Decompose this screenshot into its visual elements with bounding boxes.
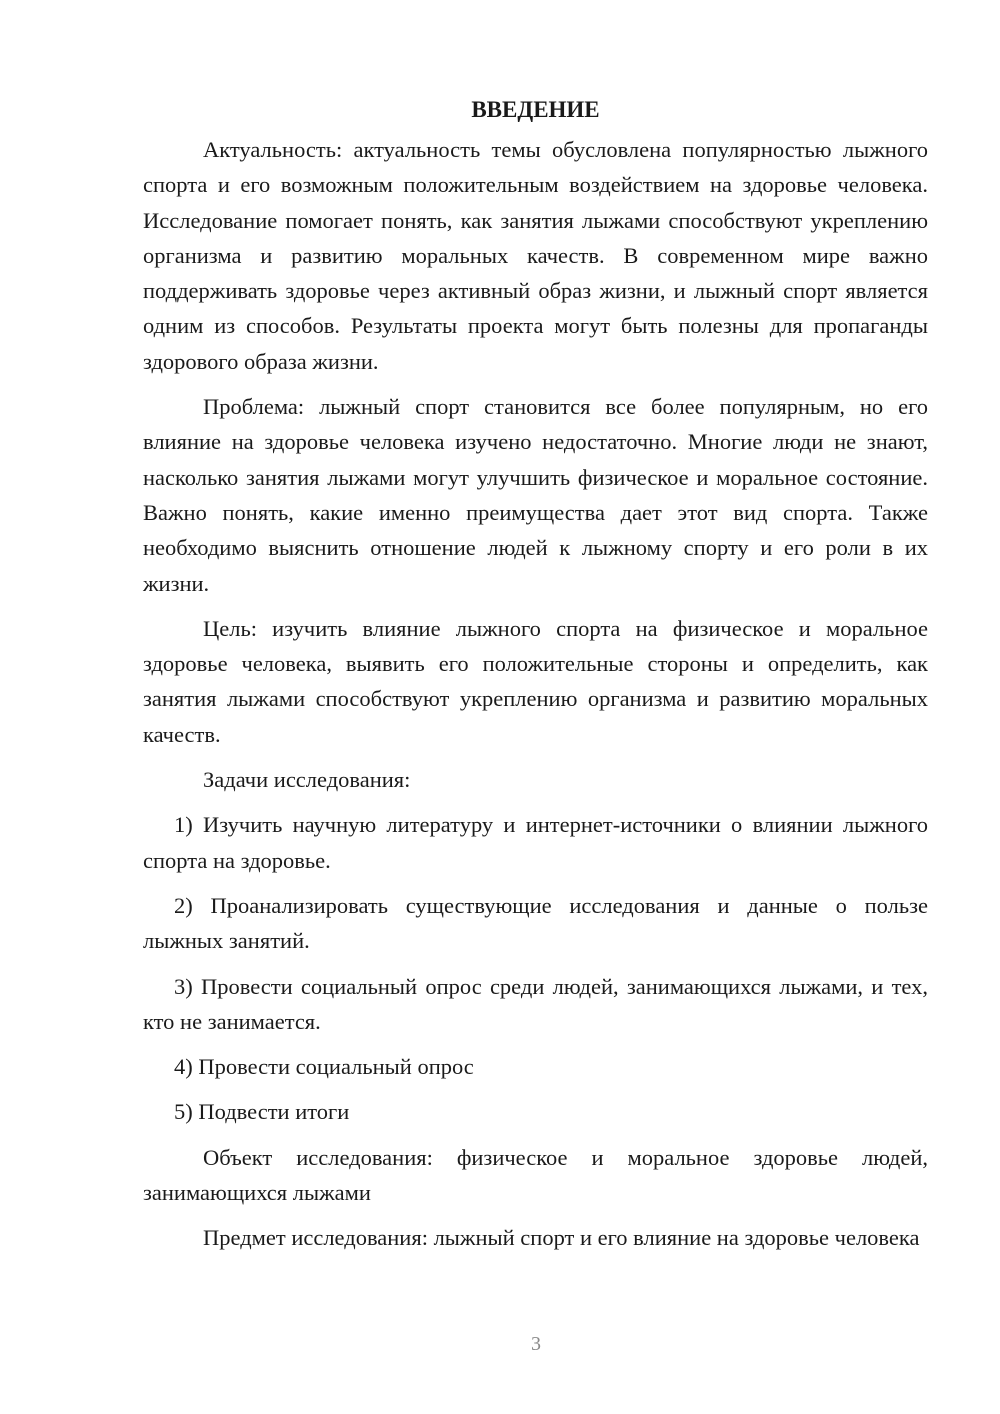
task-item-2: 2) Проанализировать существующие исследования и данные о пользе лыжных занятий. bbox=[143, 892, 928, 954]
relevance-paragraph: Актуальность: актуальность темы обусловлена популярностью лыжного спорта и его возможным положительным воздействием на здоровье человека. Исследование помогает понять, как занятия лыжами способствуют укреплению организма и развитию моральных качеств. В современном мире важно поддерживать здоровье через активный образ жизни, и лыжный спорт является одним из способов. Результаты проекта могут быть полезны для пропаганды здорового образа жизни. bbox=[143, 137, 928, 374]
object-paragraph: Объект исследования: физическое и моральное здоровье людей, занимающихся лыжами bbox=[143, 1144, 928, 1206]
task-item-4: 4) Провести социальный опрос bbox=[174, 1054, 474, 1080]
page-number: 3 bbox=[531, 1333, 541, 1355]
goal-paragraph: Цель: изучить влияние лыжного спорта на физическое и моральное здоровье человека, выявить его положительные стороны и определить, как занятия лыжами способствуют укреплению организма и развитию моральных качеств. bbox=[143, 615, 928, 747]
subject-paragraph: Предмет исследования: лыжный спорт и его влияние на здоровье человека bbox=[203, 1225, 920, 1251]
task-item-1: 1) Изучить научную литературу и интернет-источники о влиянии лыжного спорта на здоровье. bbox=[143, 812, 928, 873]
task-item-3: 3) Провести социальный опрос среди людей, занимающихся лыжами, и тех, кто не занимается. bbox=[143, 973, 928, 1034]
problem-paragraph: Проблема: лыжный спорт становится все более популярным, но его влияние на здоровье человека изучено недостаточно. Многие люди не знают, насколько занятия лыжами могут улучшить физическое и моральное состояние. Важно понять, какие именно преимущества дает этот вид спорта. Также необходимо выяснить отношение людей к лыжному спорту и его роли в их жизни. bbox=[143, 394, 928, 596]
tasks-title: Задачи исследования: bbox=[203, 767, 411, 793]
section-heading: ВВЕДЕНИЕ bbox=[471, 97, 600, 122]
task-item-5: 5) Подвести итоги bbox=[174, 1099, 350, 1125]
document-page bbox=[143, 92, 928, 1266]
